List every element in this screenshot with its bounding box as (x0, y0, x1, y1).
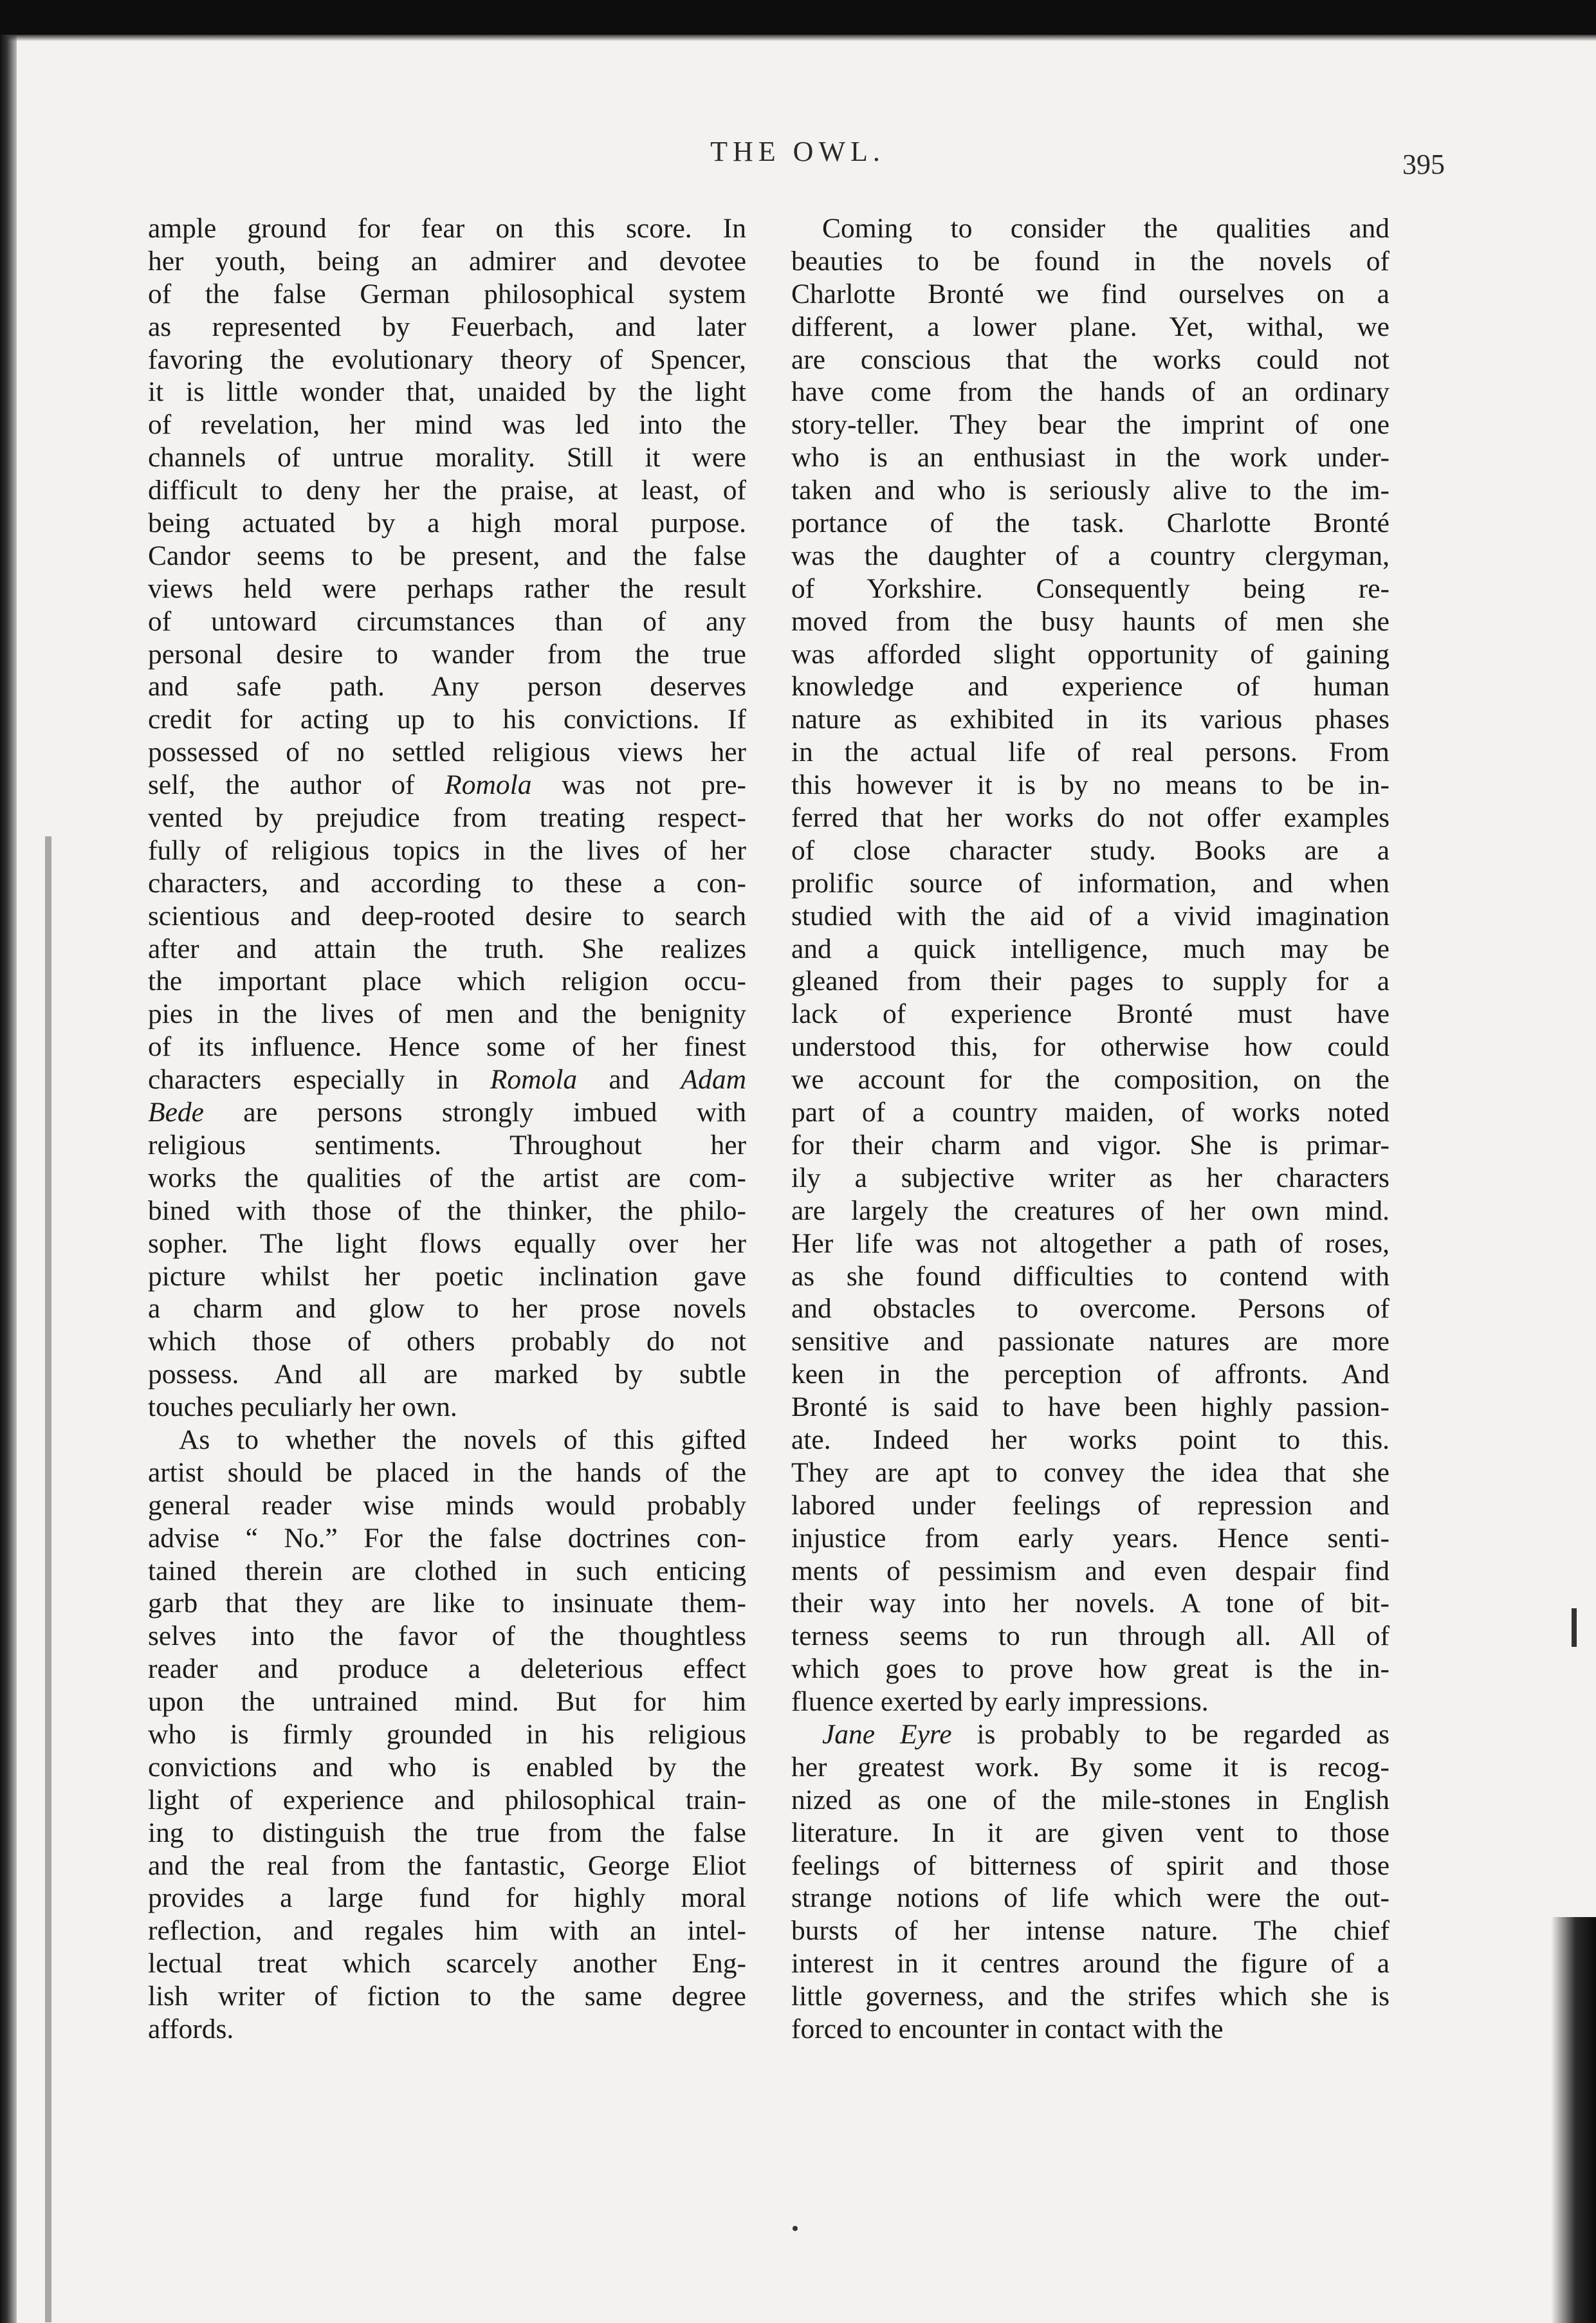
text-line: are conscious that the works could not (791, 344, 1390, 375)
text-line: credit for acting up to his convictions. If (148, 704, 746, 735)
text-line: possess. And all are marked by subtle (148, 1359, 746, 1390)
text-line: it is little wonder that, unaided by the light (148, 376, 746, 408)
text-line: who is an enthusiast in the work under- (791, 442, 1390, 473)
text-line: garb that they are like to insinuate them- (148, 1588, 746, 1619)
text-line: as she found difficulties to contend with (791, 1260, 1390, 1292)
text-line: are largely the creatures of her own mind. (791, 1195, 1390, 1226)
text-line: little governess, and the strifes which she is (791, 1981, 1390, 2012)
text-line: sopher. The light flows equally over her (148, 1227, 746, 1259)
text-line: beauties to be found in the novels of (791, 245, 1390, 277)
scan-right-shadow (1551, 1917, 1596, 2323)
text-line: Jane Eyre is probably to be regarded as (822, 1718, 1390, 1750)
text-line: possessed of no settled religious views her (148, 737, 746, 768)
text-line: labored under feelings of repression and (791, 1489, 1390, 1521)
page-number: 395 (1402, 149, 1445, 180)
text-line: convictions and who is enabled by the (148, 1751, 746, 1783)
text-line: was the daughter of a country clergyman, (791, 540, 1390, 571)
text-line: Bronté is said to have been highly passion- (791, 1391, 1390, 1423)
text-line: characters especially in Romola and Adam (148, 1064, 746, 1096)
text-line: ments of pessimism and even despair find (791, 1555, 1390, 1586)
text-line: understood this, for otherwise how could (791, 1031, 1390, 1063)
running-title: THE OWL. (710, 136, 885, 167)
text-line: tained therein are clothed in such enticing (148, 1555, 746, 1586)
text-line: artist should be placed in the hands of the (148, 1456, 746, 1488)
text-line: portance of the task. Charlotte Bronté (791, 508, 1390, 539)
text-line: ample ground for fear on this score. In (148, 213, 746, 244)
text-line: after and attain the truth. She realizes (148, 933, 746, 964)
text-line: terness seems to run through all. All of (791, 1621, 1390, 1652)
text-line: in the actual life of real persons. From (791, 737, 1390, 768)
text-line: her youth, being an admirer and devotee (148, 245, 746, 277)
text-line: this however it is by no means to be in- (791, 769, 1390, 801)
text-line: self, the author of Romola was not pre- (148, 769, 746, 801)
text-line: keen in the perception of affronts. And (791, 1359, 1390, 1390)
text-line: lectual treat which scarcely another Eng- (148, 1948, 746, 1979)
text-line: taken and who is seriously alive to the im- (791, 475, 1390, 506)
text-line: prolific source of information, and when (791, 867, 1390, 899)
text-line: works the qualities of the artist are com- (148, 1162, 746, 1193)
text-line: Her life was not altogether a path of roses, (791, 1227, 1390, 1259)
text-line: religious sentiments. Throughout her (148, 1129, 746, 1161)
scan-top-border (0, 0, 1596, 35)
text-line: touches peculiarly her own. (148, 1391, 457, 1423)
text-line: As to whether the novels of this gifted (179, 1424, 746, 1455)
text-line: sensitive and passionate natures are more (791, 1326, 1390, 1357)
text-line: injustice from early years. Hence senti- (791, 1522, 1390, 1554)
text-line: of revelation, her mind was led into the (148, 409, 746, 441)
text-line: and safe path. Any person deserves (148, 671, 746, 702)
scan-speck (1572, 1608, 1577, 1647)
text-line: lish writer of fiction to the same degree (148, 1981, 746, 2012)
text-line: studied with the aid of a vivid imagination (791, 900, 1390, 932)
text-line: for their charm and vigor. She is primar- (791, 1129, 1390, 1161)
text-line: forced to encounter in contact with the (791, 2013, 1224, 2044)
text-line: strange notions of life which were the out- (791, 1882, 1390, 1914)
right-text-column (791, 212, 1390, 2046)
text-line: and a quick intelligence, much may be (791, 933, 1390, 964)
text-line: reflection, and regales him with an intel- (148, 1915, 746, 1947)
text-line: as represented by Feuerbach, and later (148, 311, 746, 342)
text-line: fully of religious topics in the lives of her (148, 834, 746, 866)
text-line: personal desire to wander from the true (148, 638, 746, 670)
text-line: views held were perhaps rather the result (148, 573, 746, 604)
text-line: They are apt to convey the idea that she (791, 1456, 1390, 1488)
text-line: nature as exhibited in its various phases (791, 704, 1390, 735)
text-line: of untoward circumstances than of any (148, 605, 746, 637)
text-line: of close character study. Books are a (791, 834, 1390, 866)
text-line: of the false German philosophical system (148, 278, 746, 309)
text-line: provides a large fund for highly moral (148, 1882, 746, 1914)
text-line: reader and produce a deleterious effect (148, 1653, 746, 1685)
text-line: which those of others probably do not (148, 1326, 746, 1357)
text-line: literature. In it are given vent to those (791, 1817, 1390, 1848)
text-line: Coming to consider the qualities and (822, 213, 1390, 244)
text-line: lack of experience Bronté must have (791, 998, 1390, 1030)
text-line: Bede are persons strongly imbued with (148, 1097, 746, 1128)
text-line: Candor seems to be present, and the false (148, 540, 746, 571)
text-line: feelings of bitterness of spirit and those (791, 1850, 1390, 1881)
text-line: interest in it centres around the figure of a (791, 1948, 1390, 1979)
text-line: and obstacles to overcome. Persons of (791, 1293, 1390, 1325)
text-line: picture whilst her poetic inclination gave (148, 1260, 746, 1292)
text-line: difficult to deny her the praise, at least, of (148, 475, 746, 506)
text-line: advise “ No.” For the false doctrines con- (148, 1522, 746, 1554)
text-line: knowledge and experience of human (791, 671, 1390, 702)
left-text-column (148, 212, 746, 2046)
scan-shadow (45, 836, 51, 2322)
text-line: her greatest work. By some it is recog- (791, 1751, 1390, 1783)
text-line: their way into her novels. A tone of bit- (791, 1588, 1390, 1619)
text-line: ate. Indeed her works point to this. (791, 1424, 1390, 1455)
text-line: of its influence. Hence some of her finest (148, 1031, 746, 1063)
text-line: and the real from the fantastic, George Eliot (148, 1850, 746, 1881)
text-line: upon the untrained mind. But for him (148, 1686, 746, 1718)
scan-dot (793, 2226, 798, 2231)
text-line: the important place which religion occu- (148, 966, 746, 997)
text-line: characters, and according to these a con- (148, 867, 746, 899)
text-line: of Yorkshire. Consequently being re- (791, 573, 1390, 604)
text-line: moved from the busy haunts of men she (791, 605, 1390, 637)
text-line: a charm and glow to her prose novels (148, 1293, 746, 1325)
text-line: ily a subjective writer as her characters (791, 1162, 1390, 1193)
text-line: bined with those of the thinker, the philo- (148, 1195, 746, 1226)
text-line: fluence exerted by early impressions. (791, 1686, 1209, 1718)
text-line: light of experience and philosophical train- (148, 1784, 746, 1815)
text-line: vented by prejudice from treating respect- (148, 802, 746, 834)
text-line: nized as one of the mile-stones in English (791, 1784, 1390, 1815)
text-line: ing to distinguish the true from the false (148, 1817, 746, 1848)
text-line: affords. (148, 2013, 234, 2044)
text-line: different, a lower plane. Yet, withal, we (791, 311, 1390, 342)
text-line: we account for the composition, on the (791, 1064, 1390, 1096)
text-line: scientious and deep-rooted desire to search (148, 900, 746, 932)
text-line: who is firmly grounded in his religious (148, 1718, 746, 1750)
text-line: which goes to prove how great is the in- (791, 1653, 1390, 1685)
text-line: general reader wise minds would probably (148, 1489, 746, 1521)
text-line: gleaned from their pages to supply for a (791, 966, 1390, 997)
text-line: favoring the evolutionary theory of Spencer, (148, 344, 746, 375)
text-line: channels of untrue morality. Still it were (148, 442, 746, 473)
text-line: story-teller. They bear the imprint of one (791, 409, 1390, 441)
text-line: part of a country maiden, of works noted (791, 1097, 1390, 1128)
text-line: bursts of her intense nature. The chief (791, 1915, 1390, 1947)
text-line: was afforded slight opportunity of gaining (791, 638, 1390, 670)
text-line: pies in the lives of men and the benignity (148, 998, 746, 1030)
text-line: being actuated by a high moral purpose. (148, 508, 746, 539)
scan-left-border (0, 35, 17, 2323)
text-line: Charlotte Bronté we find ourselves on a (791, 278, 1390, 309)
text-line: selves into the favor of the thoughtless (148, 1621, 746, 1652)
text-line: ferred that her works do not offer examples (791, 802, 1390, 834)
text-line: have come from the hands of an ordinary (791, 376, 1390, 408)
